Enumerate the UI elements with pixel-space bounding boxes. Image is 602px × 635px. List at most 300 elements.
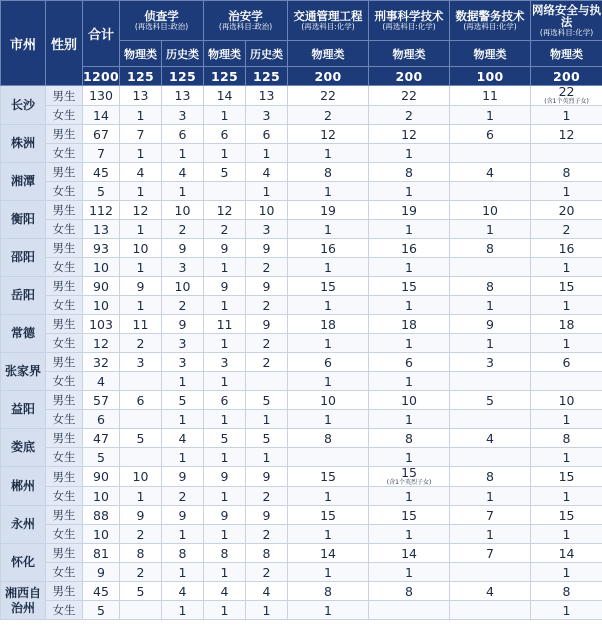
- city-cell: 湘潭: [1, 163, 46, 201]
- count-cell: 6: [450, 125, 531, 144]
- table-row: [1, 182, 602, 201]
- count-cell: 4: [83, 372, 120, 391]
- gender-cell: 女生: [46, 220, 83, 239]
- count-cell: 1: [288, 220, 369, 239]
- table-row: [1, 201, 602, 220]
- table-row: [1, 487, 602, 506]
- count-cell: 1: [369, 144, 450, 163]
- city-cell: 常德: [1, 315, 46, 353]
- count-cell: 1: [369, 525, 450, 544]
- count-cell: 1: [450, 220, 531, 239]
- count-cell: 6: [204, 391, 246, 410]
- count-cell: 1: [162, 372, 204, 391]
- count-cell: 2: [120, 334, 162, 353]
- major-name: 侦查学: [144, 8, 179, 23]
- count-cell: 10: [531, 391, 602, 410]
- count-cell: 1: [246, 410, 288, 429]
- count-cell: 12: [83, 334, 120, 353]
- count-cell: 1: [369, 410, 450, 429]
- gender-cell: 男生: [46, 277, 83, 296]
- count-cell: 9: [162, 315, 204, 334]
- table-row: [1, 106, 602, 125]
- table-row: [1, 220, 602, 239]
- subcol-history: 历史类: [246, 41, 288, 67]
- count-cell: 10: [120, 239, 162, 258]
- count-cell: 1: [531, 296, 602, 315]
- major-requirement: (再选科目:化学): [463, 21, 517, 31]
- table-row: [1, 239, 602, 258]
- count-cell: 14: [204, 86, 246, 106]
- count-cell: 1: [369, 563, 450, 582]
- major-requirement: (再选科目:化学): [382, 21, 436, 31]
- count-cell: 10: [288, 391, 369, 410]
- count-cell: 1: [450, 487, 531, 506]
- count-cell: 8: [531, 163, 602, 182]
- count-cell: 8: [246, 544, 288, 563]
- count-cell: 1: [246, 448, 288, 467]
- count-cell: 6: [120, 391, 162, 410]
- count-cell: 1: [288, 182, 369, 201]
- count-cell: 1: [288, 372, 369, 391]
- count-cell: 1: [369, 296, 450, 315]
- count-cell: 2: [246, 563, 288, 582]
- count-cell: 8: [450, 277, 531, 296]
- gender-cell: 女生: [46, 525, 83, 544]
- count-cell: 1: [450, 106, 531, 125]
- count-cell: 1: [120, 258, 162, 277]
- count-cell: [531, 144, 602, 163]
- count-cell: 5: [120, 582, 162, 601]
- count-cell: 3: [162, 334, 204, 353]
- count-cell: 3: [162, 106, 204, 125]
- count-cell: 5: [450, 391, 531, 410]
- count-cell: 11: [120, 315, 162, 334]
- count-cell: 8: [288, 429, 369, 448]
- count-cell: [369, 467, 450, 487]
- count-cell: 19: [369, 201, 450, 220]
- count-cell: 1: [120, 182, 162, 201]
- major-name: 网络安全与执法: [532, 2, 602, 29]
- count-cell: 2: [288, 106, 369, 125]
- count-cell: 13: [246, 86, 288, 106]
- count-cell: 2: [369, 106, 450, 125]
- city-cell: 邵阳: [1, 239, 46, 277]
- count-cell: [450, 448, 531, 467]
- count-cell: 1: [288, 334, 369, 353]
- count-cell: 47: [83, 429, 120, 448]
- count-cell: 9: [83, 563, 120, 582]
- count-cell: 4: [162, 163, 204, 182]
- count-cell: 12: [531, 125, 602, 144]
- count-cell: 1: [204, 372, 246, 391]
- table-row: [1, 506, 602, 525]
- count-cell: [531, 372, 602, 391]
- subcol-physics: 物理类: [120, 41, 162, 67]
- count-cell: 6: [204, 125, 246, 144]
- count-cell: [120, 410, 162, 429]
- count-cell: 1: [246, 144, 288, 163]
- gender-cell: 女生: [46, 487, 83, 506]
- count-cell: 1: [531, 410, 602, 429]
- count-cell: 1: [531, 334, 602, 353]
- count-cell: 4: [162, 429, 204, 448]
- count-cell: 4: [246, 163, 288, 182]
- count-cell: 1: [204, 296, 246, 315]
- table-row: [1, 372, 602, 391]
- count-cell: 1: [288, 296, 369, 315]
- count-cell: [450, 410, 531, 429]
- city-cell: 郴州: [1, 467, 46, 506]
- count-cell: 3: [162, 353, 204, 372]
- count-cell: 14: [369, 544, 450, 563]
- major-name: 数据警务技术: [455, 8, 525, 23]
- count-cell: 1: [120, 296, 162, 315]
- city-cell: 衡阳: [1, 201, 46, 239]
- count-cell: 57: [83, 391, 120, 410]
- count-cell: 4: [450, 582, 531, 601]
- col-header-major-2: [204, 1, 288, 41]
- count-cell: 15: [288, 506, 369, 525]
- gender-cell: 女生: [46, 448, 83, 467]
- table-row: [1, 448, 602, 467]
- count-cell: 16: [369, 239, 450, 258]
- gender-cell: 女生: [46, 601, 83, 620]
- count-cell: 5: [83, 601, 120, 620]
- count-cell: 2: [246, 525, 288, 544]
- subcol-physics: 物理类: [369, 41, 450, 67]
- count-cell: 5: [204, 163, 246, 182]
- count-cell: 10: [120, 467, 162, 487]
- count-cell: 1: [162, 563, 204, 582]
- count-cell: 18: [288, 315, 369, 334]
- count-cell: 8: [288, 163, 369, 182]
- count-cell: 15: [531, 506, 602, 525]
- count-cell: 20: [531, 201, 602, 220]
- count-cell: 5: [204, 429, 246, 448]
- count-cell: 5: [120, 429, 162, 448]
- count-cell: 15: [531, 277, 602, 296]
- count-cell: 45: [83, 582, 120, 601]
- count-cell: 2: [162, 487, 204, 506]
- count-cell: 15: [288, 277, 369, 296]
- count-cell: 67: [83, 125, 120, 144]
- count-cell: 90: [83, 277, 120, 296]
- gender-cell: 女生: [46, 106, 83, 125]
- count-cell: 8: [369, 429, 450, 448]
- count-cell: 1: [204, 334, 246, 353]
- count-cell: 1: [288, 144, 369, 163]
- count-cell: 4: [120, 163, 162, 182]
- subcol-physics: 物理类: [288, 41, 369, 67]
- subtotal-count: 200: [369, 67, 450, 86]
- count-cell: 2: [162, 296, 204, 315]
- count-cell: [450, 182, 531, 201]
- subcol-physics: 物理类: [204, 41, 246, 67]
- count-cell: 81: [83, 544, 120, 563]
- count-cell: 7: [83, 144, 120, 163]
- count-cell: 1: [204, 258, 246, 277]
- count-cell: 10: [83, 296, 120, 315]
- count-cell: [450, 258, 531, 277]
- count-cell: 1: [162, 601, 204, 620]
- count-cell: 1: [369, 182, 450, 201]
- count-cell: 3: [204, 353, 246, 372]
- count-cell: 1: [288, 258, 369, 277]
- subtotal-count: 200: [531, 67, 602, 86]
- count-cell: 9: [204, 467, 246, 487]
- count-cell: [120, 448, 162, 467]
- count-cell: 10: [450, 201, 531, 220]
- count-cell: 90: [83, 467, 120, 487]
- count-cell: 15: [288, 467, 369, 487]
- count-cell: 6: [246, 125, 288, 144]
- count-cell: 9: [246, 277, 288, 296]
- count-cell: 8: [369, 582, 450, 601]
- count-cell: 11: [204, 315, 246, 334]
- col-header-gender: 性别: [46, 1, 83, 86]
- gender-cell: 女生: [46, 372, 83, 391]
- count-cell: 3: [246, 106, 288, 125]
- count-cell: 10: [162, 277, 204, 296]
- count-cell: 3: [450, 353, 531, 372]
- count-cell: 8: [369, 163, 450, 182]
- major-requirement: (再选科目:政治): [134, 21, 189, 31]
- count-cell: 14: [288, 544, 369, 563]
- count-cell: 103: [83, 315, 120, 334]
- count-cell: [204, 182, 246, 201]
- count-cell: 1: [204, 448, 246, 467]
- count-cell: [246, 372, 288, 391]
- count-cell: 2: [162, 220, 204, 239]
- table-row: [1, 163, 602, 182]
- count-cell: 13: [83, 220, 120, 239]
- count-cell: 13: [162, 86, 204, 106]
- major-name: 刑事科学技术: [374, 8, 444, 23]
- major-requirement: (再选科目:政治): [218, 21, 273, 31]
- count-cell: 19: [288, 201, 369, 220]
- gender-cell: 男生: [46, 315, 83, 334]
- count-cell: 8: [531, 582, 602, 601]
- city-cell: 张家界: [1, 353, 46, 391]
- count-cell: 9: [162, 467, 204, 487]
- count-cell: 7: [120, 125, 162, 144]
- count-cell: 18: [531, 315, 602, 334]
- count-cell: 8: [288, 582, 369, 601]
- count-cell: 4: [246, 582, 288, 601]
- count-cell: 1: [120, 144, 162, 163]
- gender-cell: 女生: [46, 334, 83, 353]
- col-header-major-6: [531, 1, 602, 41]
- count-cell: 15: [531, 467, 602, 487]
- subtotal-count: 125: [246, 67, 288, 86]
- count-cell: 45: [83, 163, 120, 182]
- count-cell: 6: [288, 353, 369, 372]
- count-cell: 9: [246, 315, 288, 334]
- count-cell: 1: [204, 410, 246, 429]
- gender-cell: 男生: [46, 353, 83, 372]
- count-value: 22: [558, 85, 575, 99]
- table-row: [1, 125, 602, 144]
- table-row: [1, 144, 602, 163]
- count-cell: 1: [369, 448, 450, 467]
- count-cell: 1: [369, 372, 450, 391]
- count-cell: 1: [246, 601, 288, 620]
- count-cell: 1: [162, 448, 204, 467]
- count-cell: 1: [288, 410, 369, 429]
- major-requirement: (再选科目:化学): [301, 21, 355, 31]
- city-cell: 长沙: [1, 86, 46, 125]
- count-cell: 16: [288, 239, 369, 258]
- count-cell: 16: [531, 239, 602, 258]
- major-name: 治安学: [228, 8, 263, 23]
- count-cell: [450, 601, 531, 620]
- count-cell: 4: [450, 429, 531, 448]
- count-cell: 1: [120, 220, 162, 239]
- city-cell: 怀化: [1, 544, 46, 582]
- count-cell: 6: [369, 353, 450, 372]
- count-cell: 93: [83, 239, 120, 258]
- count-cell: 1: [120, 487, 162, 506]
- col-header-major-3: [288, 1, 369, 41]
- count-cell: 1: [531, 601, 602, 620]
- count-cell: 88: [83, 506, 120, 525]
- gender-cell: 男生: [46, 544, 83, 563]
- count-cell: 1: [369, 258, 450, 277]
- count-cell: 1: [450, 334, 531, 353]
- count-cell: [450, 563, 531, 582]
- count-cell: 1: [369, 334, 450, 353]
- count-cell: 15: [369, 277, 450, 296]
- gender-cell: 女生: [46, 258, 83, 277]
- count-cell: 1: [162, 144, 204, 163]
- count-cell: 5: [83, 448, 120, 467]
- col-header-major-5: [450, 1, 531, 41]
- count-cell: [450, 144, 531, 163]
- table-row: [1, 525, 602, 544]
- martyr-children-note: (含1个英烈子女): [544, 98, 589, 105]
- count-cell: 9: [120, 506, 162, 525]
- count-cell: 1: [204, 487, 246, 506]
- count-cell: 8: [450, 239, 531, 258]
- count-cell: 2: [246, 296, 288, 315]
- city-cell: 株洲: [1, 125, 46, 163]
- count-cell: 2: [246, 334, 288, 353]
- count-cell: 10: [246, 201, 288, 220]
- table-row: [1, 563, 602, 582]
- subcol-history: 历史类: [162, 41, 204, 67]
- count-cell: 4: [162, 582, 204, 601]
- count-cell: 1: [531, 525, 602, 544]
- count-cell: 1: [369, 220, 450, 239]
- count-cell: 2: [246, 258, 288, 277]
- table-row: [1, 429, 602, 448]
- count-cell: 6: [162, 125, 204, 144]
- city-cell: 湘西自治州: [1, 582, 46, 620]
- count-cell: 1: [162, 182, 204, 201]
- count-cell: 11: [450, 86, 531, 106]
- table-row: [1, 467, 602, 487]
- count-cell: 1: [162, 410, 204, 429]
- count-cell: 1: [204, 563, 246, 582]
- count-cell: 10: [83, 487, 120, 506]
- count-cell: 1: [246, 182, 288, 201]
- count-cell: 8: [450, 467, 531, 487]
- gender-cell: 女生: [46, 144, 83, 163]
- count-cell: 1: [204, 144, 246, 163]
- count-cell: 3: [120, 353, 162, 372]
- count-cell: [120, 601, 162, 620]
- table-row: [1, 601, 602, 620]
- count-cell: 12: [288, 125, 369, 144]
- count-cell: 1: [204, 106, 246, 125]
- gender-cell: 男生: [46, 467, 83, 487]
- subtotal-count: 100: [450, 67, 531, 86]
- count-cell: 112: [83, 201, 120, 220]
- col-header-major-1: [120, 1, 204, 41]
- count-cell: 7: [450, 506, 531, 525]
- count-cell: 1: [531, 106, 602, 125]
- count-cell: 8: [120, 544, 162, 563]
- count-cell: 12: [204, 201, 246, 220]
- count-cell: 10: [83, 525, 120, 544]
- count-cell: 1: [531, 563, 602, 582]
- count-cell: 9: [204, 277, 246, 296]
- count-cell: 9: [246, 239, 288, 258]
- count-cell: [450, 372, 531, 391]
- gender-cell: 男生: [46, 86, 83, 106]
- count-cell: 6: [531, 353, 602, 372]
- count-cell: 32: [83, 353, 120, 372]
- count-cell: 1: [369, 487, 450, 506]
- count-cell: 9: [162, 239, 204, 258]
- count-cell: 1: [204, 601, 246, 620]
- count-cell: 1: [531, 487, 602, 506]
- gender-cell: 女生: [46, 182, 83, 201]
- count-cell: 12: [120, 201, 162, 220]
- count-cell: 2: [246, 487, 288, 506]
- col-header-city: 市州: [1, 1, 46, 86]
- count-cell: 5: [246, 391, 288, 410]
- count-cell: 22: [288, 86, 369, 106]
- count-cell: 3: [246, 220, 288, 239]
- count-cell: 10: [162, 201, 204, 220]
- city-cell: 永州: [1, 506, 46, 544]
- subtotal-count: 200: [288, 67, 369, 86]
- count-cell: 2: [204, 220, 246, 239]
- count-cell: 1: [531, 182, 602, 201]
- count-cell: 12: [369, 125, 450, 144]
- major-name: 交通管理工程: [293, 8, 363, 23]
- count-cell: 7: [450, 544, 531, 563]
- city-cell: 岳阳: [1, 277, 46, 315]
- count-cell: 5: [246, 429, 288, 448]
- count-cell: 1: [531, 258, 602, 277]
- count-cell: 2: [246, 353, 288, 372]
- table-header: [1, 1, 602, 86]
- count-value: 15: [401, 466, 417, 480]
- count-cell: 1: [288, 563, 369, 582]
- count-cell: [531, 86, 602, 106]
- total-count: 1200: [83, 68, 119, 84]
- count-cell: 1: [450, 296, 531, 315]
- table-row: [1, 277, 602, 296]
- count-cell: 1: [162, 525, 204, 544]
- gender-cell: 男生: [46, 391, 83, 410]
- city-cell: 娄底: [1, 429, 46, 467]
- gender-cell: 男生: [46, 125, 83, 144]
- count-cell: 4: [450, 163, 531, 182]
- count-cell: 9: [204, 506, 246, 525]
